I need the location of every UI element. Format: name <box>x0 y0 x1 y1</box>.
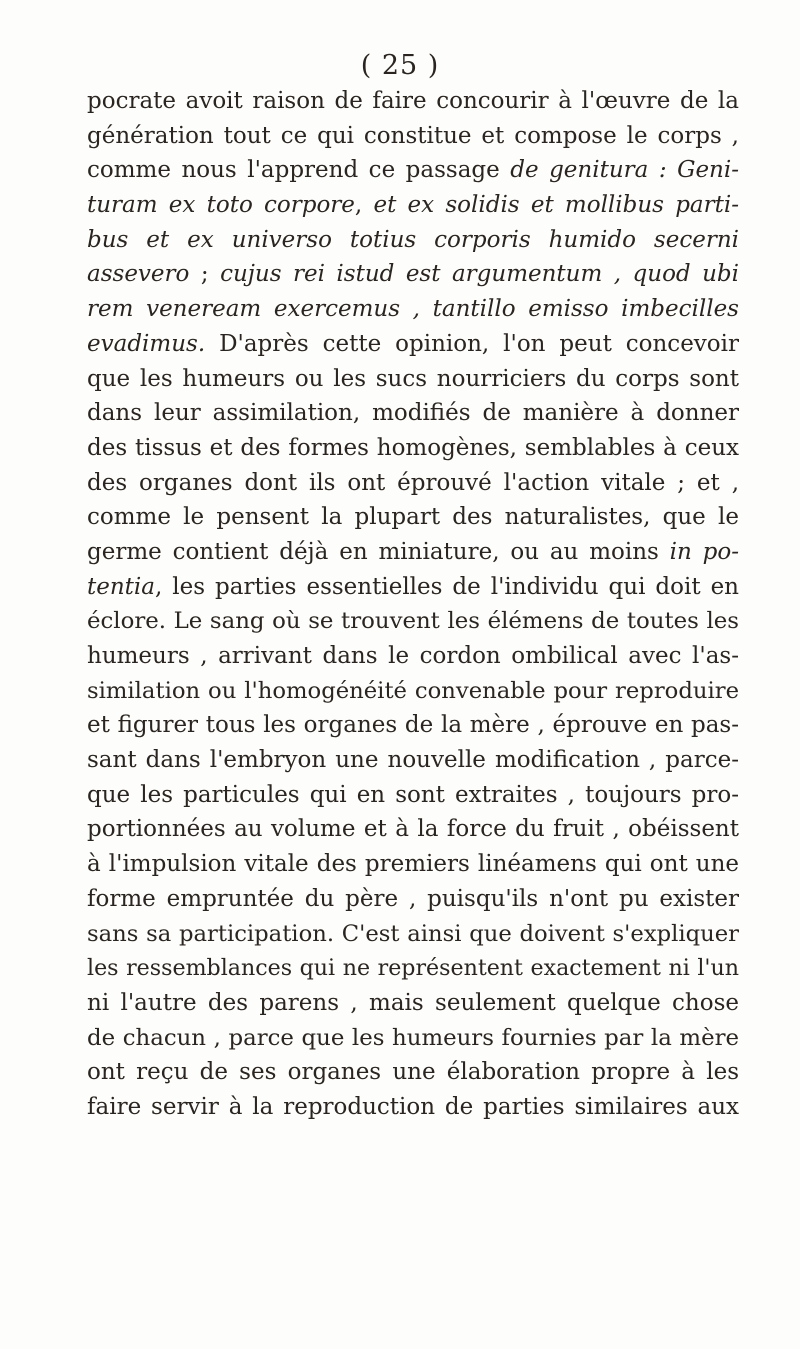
text-segment: des tissus et des formes homogènes, semblables à ceux <box>87 434 739 461</box>
text-line <box>87 188 739 223</box>
text-segment: à l'impulsion vitale des premiers linéamens qui ont une <box>87 851 739 878</box>
page-number: ( 25 ) <box>360 50 440 81</box>
italic-text-segment: in po- <box>669 538 739 565</box>
italic-text-segment: tentia <box>87 573 155 600</box>
italic-text-segment: rem veneream exercemus , tantillo emisso imbecilles <box>87 296 739 323</box>
text-line <box>87 292 739 327</box>
italic-text-segment: cujus rei istud est argumentum , quod ubi <box>220 261 739 288</box>
text-segment: comme le pensent la plupart des naturalistes, que le <box>87 504 739 531</box>
italic-text-segment: turam ex toto corpore <box>87 192 355 219</box>
text-line <box>87 500 739 535</box>
italic-text-segment: et ex solidis et mollibus parti- <box>373 192 739 219</box>
text-segment: sant dans l'embryon une nouvelle modification , parce- <box>87 747 739 774</box>
text-segment: et figurer tous les organes de la mère , éprouve en pas- <box>87 712 739 739</box>
text-line <box>87 812 739 847</box>
text-segment: génération tout ce qui constitue et compose le corps , <box>87 122 739 149</box>
italic-text-segment: bus et ex universo totius corporis humido secerni <box>87 226 739 253</box>
text-segment: ni l'autre des parens , mais seulement quelque chose <box>87 989 739 1016</box>
text-line <box>87 1055 739 1090</box>
text-line <box>87 743 739 778</box>
text-segment: comme nous l'apprend ce passage <box>87 157 511 184</box>
text-line <box>87 570 739 605</box>
text-line <box>87 708 739 743</box>
text-segment: portionnées au volume et à la force du fruit , obéissent <box>87 816 739 843</box>
italic-text-segment: de genitura : Geni- <box>510 157 739 184</box>
text-segment: dans leur assimilation, modifiés de manière à donner <box>87 400 739 427</box>
text-line <box>87 535 739 570</box>
text-line <box>87 1021 739 1056</box>
text-line <box>87 882 739 917</box>
text-segment: les ressemblances qui ne représentent exactement ni l'un <box>87 955 739 982</box>
text-segment: sans sa participation. C'est ainsi que doivent s'expliquer <box>87 920 739 947</box>
text-line <box>87 917 739 952</box>
text-segment: pocrate avoit raison de faire concourir à l'œuvre de la <box>87 88 739 114</box>
text-line <box>87 431 739 466</box>
body-text <box>87 84 739 1125</box>
text-segment: faire servir à la reproduction de parties similaires aux <box>87 1093 739 1120</box>
text-line <box>87 639 739 674</box>
text-segment: , les parties essentielles de l'individu qui doit en <box>154 573 739 600</box>
text-line <box>87 951 739 986</box>
text-segment: que les humeurs ou les sucs nourriciers du corps sont <box>87 365 739 392</box>
text-segment: humeurs , arrivant dans le cordon ombilical avec l'as- <box>87 643 739 669</box>
text-line <box>87 778 739 813</box>
text-segment: forme empruntée du père , puisqu'ils n'ont pu exister <box>87 885 739 912</box>
text-segment: de chacun , parce que les humeurs fournies par la mère <box>87 1024 739 1051</box>
text-line <box>87 84 739 119</box>
text-line <box>87 223 739 258</box>
text-line <box>87 327 739 362</box>
text-line <box>87 986 739 1021</box>
text-line <box>87 674 739 709</box>
italic-text-segment: evadimus. <box>87 330 206 357</box>
italic-text-segment: assevero <box>87 261 190 288</box>
text-segment: des organes dont ils ont éprouvé l'action vitale ; et , <box>87 469 739 496</box>
text-line <box>87 466 739 501</box>
text-line <box>87 604 739 639</box>
text-segment: D'après cette opinion, l'on peut concevoir <box>205 330 739 357</box>
text-segment: similation ou l'homogénéité convenable pour reproduire <box>87 677 739 704</box>
text-segment: ; <box>189 261 221 288</box>
text-line <box>87 119 739 154</box>
text-segment: ont reçu de ses organes une élaboration propre à les <box>87 1059 739 1086</box>
text-line <box>87 257 739 292</box>
text-segment: que les particules qui en sont extraites , toujours pro- <box>87 781 739 808</box>
text-line <box>87 396 739 431</box>
text-segment: éclore. Le sang où se trouvent les élémens de toutes les <box>87 608 739 635</box>
text-segment: germe contient déjà en miniature, ou au moins <box>87 538 670 565</box>
text-line <box>87 1090 739 1125</box>
text-segment: , <box>354 192 374 219</box>
text-line <box>87 847 739 882</box>
text-line <box>87 153 739 188</box>
text-line <box>87 362 739 397</box>
